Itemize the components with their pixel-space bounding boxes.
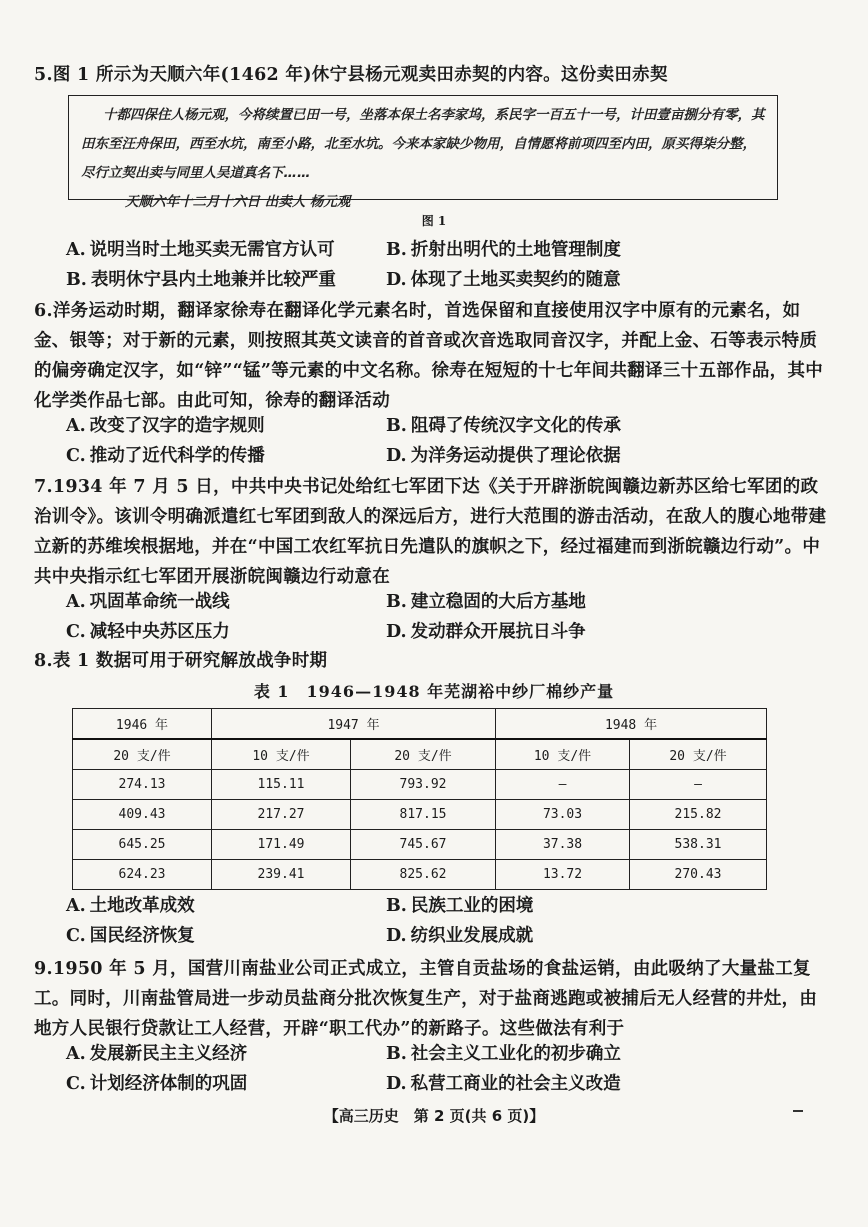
option-text: 土地改革成效 — [89, 896, 195, 916]
question-5-stem: 5.图 1 所示为天顺六年(1462 年)休宁县杨元观卖田赤契的内容。这份卖田赤契 — [34, 65, 668, 85]
option-letter: C. — [66, 622, 86, 642]
table-cell: — — [630, 770, 767, 800]
question-7-stem: 7.1934 年 7 月 5 日，中共中央书记处给红七军团下达《关于开辟浙皖闽赣边新苏区给七军团的政治训令》。该训令明确派遣红七军团到敌人的深远后方，进行大范围的游击活动，在敌人的腹心地带建立新的苏维埃根据地，并在“中国工农红军抗日先遣队的旗帜之下，经过福建而到浙皖赣边行动”。中共中央指示红七军团开展浙皖闽赣边行动意在 — [34, 477, 827, 587]
unit-header: 20 支/件 — [351, 739, 496, 770]
table-cell: 817.15 — [351, 800, 496, 830]
q9-option-c[interactable] — [66, 1070, 247, 1098]
table-title: 表 1 1946—1948 年芜湖裕中纱厂棉纱产量 — [253, 682, 615, 701]
table-unit-row — [73, 739, 767, 770]
header-1947: 1947 年 — [212, 709, 496, 740]
unit-header: 10 支/件 — [212, 739, 351, 770]
table-cell: 538.31 — [630, 830, 767, 860]
q7-option-c[interactable] — [66, 618, 230, 646]
contract-figure — [68, 95, 778, 210]
option-letter: B. — [386, 896, 407, 916]
table-cell: 274.13 — [73, 770, 212, 800]
q6-option-a[interactable] — [66, 412, 265, 440]
option-text: 说明当时土地买卖无需官方认可 — [89, 240, 335, 260]
option-letter: D. — [386, 446, 407, 466]
option-text: 国民经济恢复 — [89, 926, 195, 946]
table-cell: 624.23 — [73, 860, 212, 890]
table-cell: 215.82 — [630, 800, 767, 830]
option-text: 建立稳固的大后方基地 — [410, 592, 586, 612]
page-footer: 【高三历史 第 2 页(共 6 页)】 — [323, 1107, 545, 1125]
option-text: 改变了汉字的造字规则 — [89, 416, 265, 436]
table-cell: 37.38 — [496, 830, 630, 860]
table-row — [73, 770, 767, 800]
option-letter: B. — [386, 240, 407, 260]
option-text: 减轻中央苏区压力 — [89, 622, 230, 642]
q7-option-b[interactable] — [386, 588, 586, 616]
q8-option-a[interactable] — [66, 892, 195, 920]
table-cell: 239.41 — [212, 860, 351, 890]
table-cell: 13.72 — [496, 860, 630, 890]
q9-option-b[interactable] — [386, 1040, 621, 1068]
table-cell: — — [496, 770, 630, 800]
contract-body: 十都四保住人杨元观，今将续置已田一号，坐落本保土名李家坞，系民字一百五十一号，计田壹亩捌分有零，其田东至汪舟保田，西至水坑，南至小路，北至水坑。今来本家缺少物用，自情愿将前项四至内田，原买得柒分整，尽行立契出卖与同里人吴道真名下…… — [81, 107, 765, 181]
option-text: 发动群众开展抗日斗争 — [410, 622, 586, 642]
q6-option-c[interactable] — [66, 442, 265, 470]
option-letter: D. — [386, 270, 407, 290]
option-text: 社会主义工业化的初步确立 — [410, 1044, 621, 1064]
q9-option-d[interactable] — [386, 1070, 621, 1098]
unit-header: 20 支/件 — [73, 739, 212, 770]
option-letter: D. — [386, 622, 407, 642]
option-letter: B. — [386, 1044, 407, 1064]
q5-option-c[interactable] — [66, 266, 336, 294]
option-text: 推动了近代科学的传播 — [89, 446, 265, 466]
option-letter: A. — [66, 416, 86, 436]
option-text: 民族工业的困境 — [410, 896, 534, 916]
question-9-stem: 9.1950 年 5 月，国营川南盐业公司正式成立，主管自贡盐场的食盐运销，由此吸纳了大量盐工复工。同时，川南盐管局进一步动员盐商分批次恢复生产，对于盐商逃跑或被捕后无人经营的井灶，由地方人民银行贷款让工人经营，开辟“职工代办”的新路子。这些做法有利于 — [34, 959, 818, 1039]
figure-caption: 图 1 — [421, 214, 447, 228]
q8-option-c[interactable] — [66, 922, 195, 950]
option-letter: A. — [66, 240, 86, 260]
option-text: 体现了土地买卖契约的随意 — [410, 270, 621, 290]
table-cell: 115.11 — [212, 770, 351, 800]
option-letter: D. — [386, 1074, 407, 1094]
table-cell: 793.92 — [351, 770, 496, 800]
option-text: 私营工商业的社会主义改造 — [410, 1074, 621, 1094]
table-cell: 171.49 — [212, 830, 351, 860]
option-letter: A. — [66, 1044, 86, 1064]
q9-option-a[interactable] — [66, 1040, 247, 1068]
unit-header: 20 支/件 — [630, 739, 767, 770]
page-dash-mark — [793, 1110, 803, 1112]
q6-option-b[interactable] — [386, 412, 621, 440]
option-text: 为洋务运动提供了理论依据 — [410, 446, 621, 466]
table-cell: 409.43 — [73, 800, 212, 830]
unit-header: 10 支/件 — [496, 739, 630, 770]
q7-option-a[interactable] — [66, 588, 230, 616]
table-row — [73, 800, 767, 830]
table-cell: 745.67 — [351, 830, 496, 860]
q5-option-b[interactable] — [386, 236, 621, 264]
table-cell: 825.62 — [351, 860, 496, 890]
q6-option-d[interactable] — [386, 442, 621, 470]
q7-option-d[interactable] — [386, 618, 586, 646]
option-text: 巩固革命统一战线 — [89, 592, 230, 612]
header-1948: 1948 年 — [496, 709, 767, 740]
option-text: 阻碍了传统汉字文化的传承 — [410, 416, 621, 436]
q5-option-a[interactable] — [66, 236, 335, 264]
option-letter: C. — [66, 1074, 86, 1094]
header-1946: 1946 年 — [73, 709, 212, 740]
option-letter: B. — [386, 416, 407, 436]
option-text: 纺织业发展成就 — [410, 926, 534, 946]
option-letter: C. — [66, 446, 86, 466]
table-cell: 73.03 — [496, 800, 630, 830]
question-8-stem: 8.表 1 数据可用于研究解放战争时期 — [34, 651, 328, 671]
option-letter: A. — [66, 896, 86, 916]
option-letter: D. — [386, 926, 407, 946]
option-letter: B. — [386, 592, 407, 612]
table-row — [73, 860, 767, 890]
table-header-row — [73, 709, 767, 740]
option-letter: B. — [66, 270, 87, 290]
option-text: 计划经济体制的巩固 — [89, 1074, 248, 1094]
option-text: 表明休宁县内土地兼并比较严重 — [90, 270, 336, 290]
question-6-stem: 6.洋务运动时期，翻译家徐寿在翻译化学元素名时，首选保留和直接使用汉字中原有的元素名，如金、银等；对于新的元素，则按照其英文读音的首音或次音选取同音汉字，并配上金、石等表示特质的偏旁确定汉字，如“锌”“锰”等元素的中文名称。徐寿在短短的十七年间共翻译三十五部作品，其中化学类作品七部。由此可知，徐寿的翻译活动 — [34, 301, 824, 411]
q8-option-b[interactable] — [386, 892, 533, 920]
option-text: 发展新民主主义经济 — [89, 1044, 248, 1064]
q8-option-d[interactable] — [386, 922, 533, 950]
q5-option-d[interactable] — [386, 266, 621, 294]
option-letter: C. — [66, 926, 86, 946]
table-cell: 217.27 — [212, 800, 351, 830]
option-letter: A. — [66, 592, 86, 612]
table-cell: 270.43 — [630, 860, 767, 890]
table-cell: 645.25 — [73, 830, 212, 860]
option-text: 折射出明代的土地管理制度 — [410, 240, 621, 260]
contract-signature: 天顺六年十二月十六日 出卖人 杨元观 — [125, 194, 351, 210]
yarn-output-table — [72, 708, 767, 890]
table-row — [73, 830, 767, 860]
